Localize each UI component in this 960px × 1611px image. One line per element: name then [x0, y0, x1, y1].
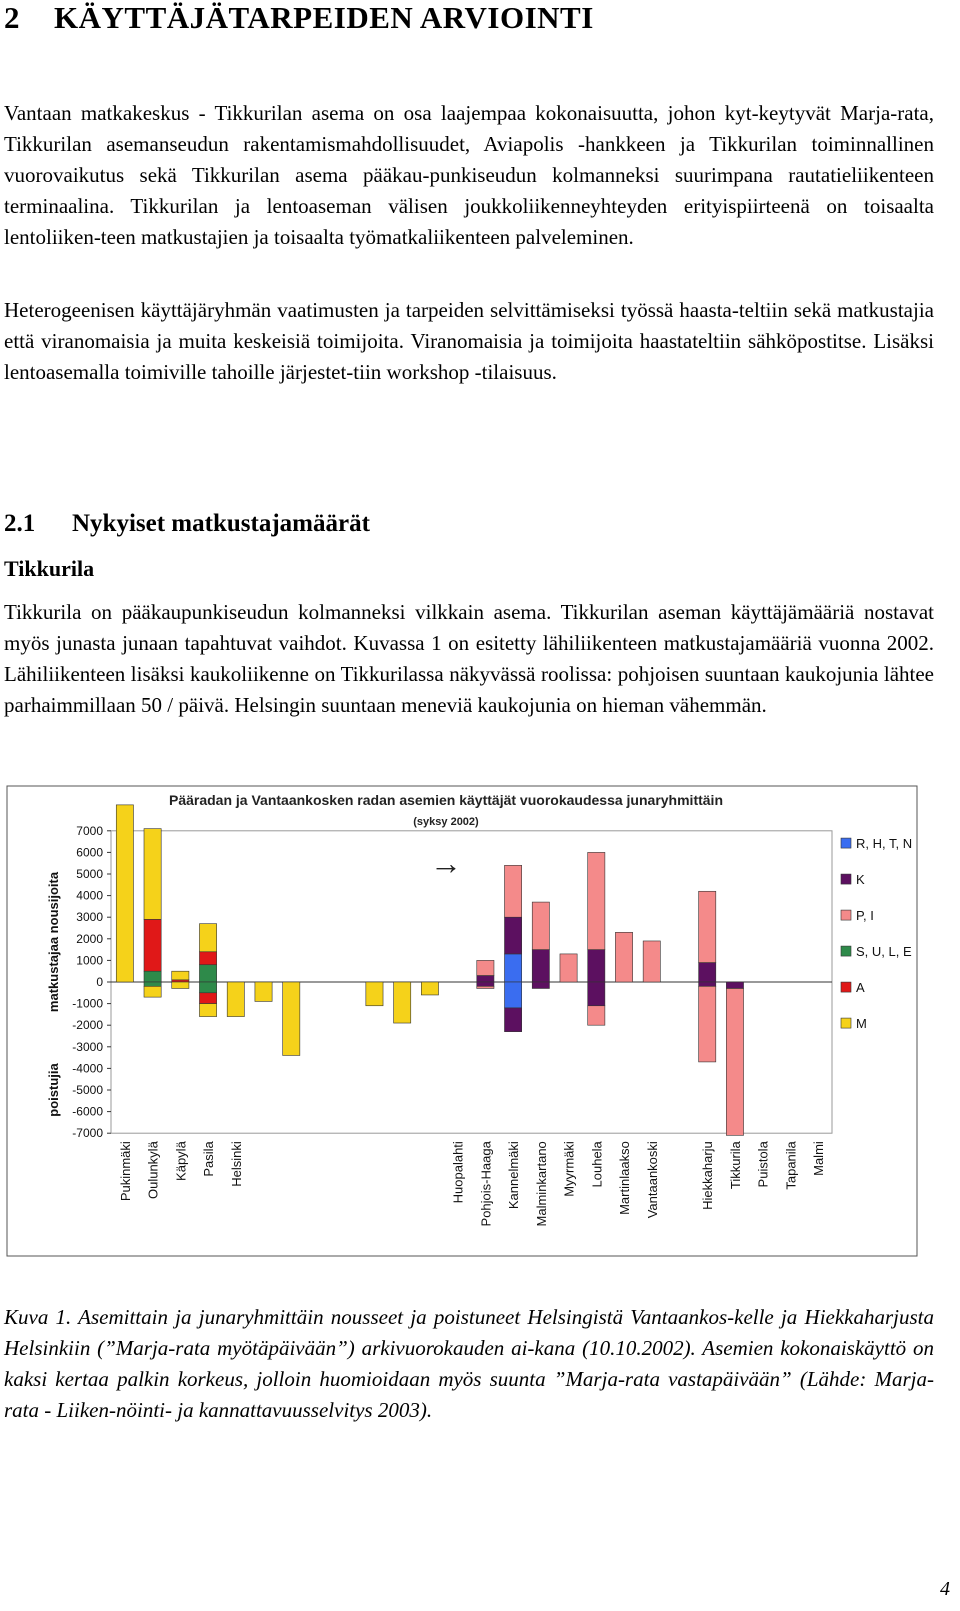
x-tick-label: Pukinmäki: [117, 1141, 133, 1202]
bar-segment-negative: [421, 982, 438, 995]
x-tick-label: Louhela: [589, 1141, 605, 1188]
section-number: 2.1: [4, 510, 36, 537]
subsection-heading: Tikkurila: [4, 556, 95, 581]
bar-segment-negative: [144, 986, 161, 997]
bar-segment-negative: [199, 982, 216, 993]
y-tick-label: -4000: [72, 1061, 103, 1076]
y-axis-label: matkustajaa nousijoita: [46, 871, 61, 1013]
x-tick-label: Helsinki: [228, 1141, 244, 1187]
bar-segment-positive: [172, 980, 189, 982]
bar-segment-negative: [199, 993, 216, 1004]
bar-segment-positive: [172, 971, 189, 980]
bar-segment-negative: [504, 1008, 521, 1032]
bar-segment-positive: [199, 952, 216, 965]
bar-segment-negative: [504, 982, 521, 1008]
x-tick-label: Kannelmäki: [506, 1141, 522, 1210]
y-tick-label: 7000: [76, 823, 103, 838]
bar-segment-negative: [255, 982, 272, 1001]
paragraph-3: Tikkurila on pääkaupunkiseudun kolmanneksi vilkkain asema. Tikkurilan aseman käyttäjämääriä nostavat myös junasta junaan tapahtuvat vaihdot. Kuvassa 1 on esitetty lähiliikenteen matkustajamääriä vuonna 2002. Lähiliikenteen lisäksi kaukoliikenne on Tikkurilassa näkyvässä roolissa: pohjoisen suuntaan kaukojunia lähtee parhaimmillaan 50 / päivä. Helsingin suuntaan meneviä kaukojunia on hieman vähemmän.: [4, 600, 934, 717]
bar-segment-positive: [116, 805, 133, 982]
y-tick-label: 5000: [76, 867, 103, 881]
x-tick-label: Hiekkaharju: [700, 1141, 716, 1210]
y-tick-label: 3000: [76, 910, 103, 925]
bar-segment-negative: [199, 1004, 216, 1017]
bar-segment-positive: [615, 932, 632, 982]
legend-swatch: [841, 982, 851, 992]
bar-segment-positive: [199, 924, 216, 952]
legend-label: R, H, T, N: [856, 836, 913, 852]
legend-swatch: [841, 910, 851, 920]
bar-segment-negative: [699, 982, 716, 986]
x-tick-label: Käpylä: [173, 1141, 189, 1181]
bar-segment-negative: [366, 982, 383, 1006]
figure-caption: Kuva 1. Asemittain ja junaryhmittäin nousseet ja poistuneet Helsingistä Vantaankos-kelle ja Hiekkaharjusta Helsinkiin (”Marja-rata myötäpäivään”) arkivuorokauden ai-kana (10.10.2002). Asemien kokonaiskäyttö on kaksi kertaa palkin korkeus, jolloin huomioidaan myös suunta ”Marja-rata vastapäivään” (Lähde: Marja-rata - Liiken-nöinti- ja kannattavuusselvitys 2003).: [4, 1305, 934, 1422]
y-tick-label: 6000: [76, 845, 103, 860]
legend-label: P, I: [856, 908, 874, 924]
y-tick-label: -7000: [72, 1126, 103, 1141]
bar-segment-negative: [144, 982, 161, 986]
bar-segment-negative: [532, 982, 549, 988]
y-tick-label: -2000: [72, 1018, 103, 1033]
legend-label: K: [856, 872, 865, 888]
bar-segment-positive: [699, 891, 716, 962]
bar-segment-positive: [144, 919, 161, 971]
y-tick-label: 4000: [76, 888, 103, 903]
bar-segment-positive: [199, 965, 216, 982]
paragraph-1: Vantaan matkakeskus - Tikkurilan asema on osa laajempaa kokonaisuutta, johon kyt-keytyvät Marja-rata, Tikkurilan asemanseudun rakentamismahdollisuudet, Aviapolis -hankkeen ja Tikkurilan toiminnallinen vuorovaikutus sekä Tikkurilan asema pääkau-punkiseudun kolmanneksi suurimpana rautatieliikenteen terminaalina. Tikkurilan ja lentoaseman välisen joukkoliikenneyhteyden erityispiirteenä on toisaalta lentoliiken-teen matkustajien ja toisaalta työmatkaliikenteen palveleminen.: [4, 101, 934, 249]
bar-segment-positive: [532, 950, 549, 982]
chart-subtitle: (syksy 2002): [413, 816, 479, 828]
bar-segment-positive: [504, 917, 521, 954]
bar-segment-negative: [699, 986, 716, 1062]
x-tick-label: Oulunkylä: [145, 1141, 161, 1200]
bar-segment-positive: [588, 950, 605, 982]
legend-label: A: [856, 980, 865, 996]
chart-title: Pääradan ja Vantaankosken radan asemien käyttäjät vuorokaudessa junaryhmittäin: [168, 792, 724, 808]
x-tick-label: Vantaankoski: [644, 1141, 660, 1219]
y-tick-label: -6000: [72, 1104, 103, 1119]
bar-segment-negative: [588, 1006, 605, 1025]
x-tick-label: Tikkurila: [727, 1141, 743, 1190]
section-heading: [4, 510, 370, 538]
bar-segment-negative: [477, 982, 494, 986]
y-tick-label: 1000: [76, 953, 103, 968]
x-tick-label: Pasila: [201, 1141, 217, 1177]
x-tick-label: Myyrmäki: [561, 1141, 577, 1197]
y-tick-label: 2000: [76, 931, 103, 946]
x-tick-label: Puistola: [755, 1141, 771, 1188]
section-title: Nykyiset matkustajamäärät: [72, 510, 370, 537]
bar-segment-negative: [227, 982, 244, 1017]
y-axis-label-negative: poistujia: [46, 1063, 61, 1117]
chapter-number: 2: [4, 0, 20, 35]
legend-swatch: [841, 874, 851, 884]
x-tick-label: Malmi: [811, 1141, 827, 1176]
y-tick-label: -1000: [72, 996, 103, 1011]
y-tick-label: 0: [96, 975, 103, 989]
bar-segment-positive: [144, 971, 161, 982]
chapter-heading: [4, 0, 594, 36]
figure-1: [6, 785, 956, 1285]
page-number: 4: [940, 1578, 950, 1600]
y-tick-label: -3000: [72, 1039, 103, 1054]
chapter-title: KÄYTTÄJÄTARPEIDEN ARVIOINTI: [54, 0, 594, 35]
bar-segment-positive: [477, 976, 494, 982]
legend-swatch: [841, 838, 851, 848]
bar-segment-positive: [699, 963, 716, 982]
x-tick-label: Martinlaakso: [617, 1141, 633, 1215]
bar-segment-positive: [477, 960, 494, 975]
x-tick-label: Huopalahti: [450, 1141, 466, 1204]
bar-segment-negative: [172, 982, 189, 988]
bar-segment-positive: [643, 941, 660, 982]
bar-segment-negative: [726, 988, 743, 1135]
bar-segment-positive: [588, 852, 605, 949]
bar-segment-negative: [394, 982, 411, 1023]
bar-segment-positive: [504, 954, 521, 982]
bar-segment-negative: [588, 982, 605, 1006]
bar-segment-negative: [726, 982, 743, 988]
legend-label: M: [856, 1016, 867, 1032]
bar-segment-negative: [283, 982, 300, 1055]
x-tick-label: Tapanila: [783, 1141, 799, 1190]
bar-segment-positive: [144, 829, 161, 920]
direction-arrow: →: [430, 845, 462, 881]
bar-segment-positive: [560, 954, 577, 982]
x-tick-label: Pohjois-Haaga: [478, 1141, 494, 1227]
bar-segment-positive: [504, 865, 521, 917]
paragraph-2: Heterogeenisen käyttäjäryhmän vaatimusten ja tarpeiden selvittämiseksi työssä haasta-teltiin sekä matkustajia että viranomaisia ja muita keskeisiä toimijoita. Viranomaisia ja toimijoita haastateltiin sähköpostitse. Lisäksi lentoasemalla toimiville tahoille järjestet-tiin workshop -tilaisuus.: [4, 298, 934, 384]
x-tick-label: Malminkartano: [533, 1141, 549, 1227]
legend-label: S, U, L, E: [856, 944, 912, 960]
legend-swatch: [841, 946, 851, 956]
bar-segment-negative: [477, 986, 494, 988]
y-tick-label: -5000: [72, 1083, 103, 1097]
bar-segment-positive: [532, 902, 549, 950]
legend-swatch: [841, 1018, 851, 1028]
bar-chart: [6, 785, 956, 1285]
